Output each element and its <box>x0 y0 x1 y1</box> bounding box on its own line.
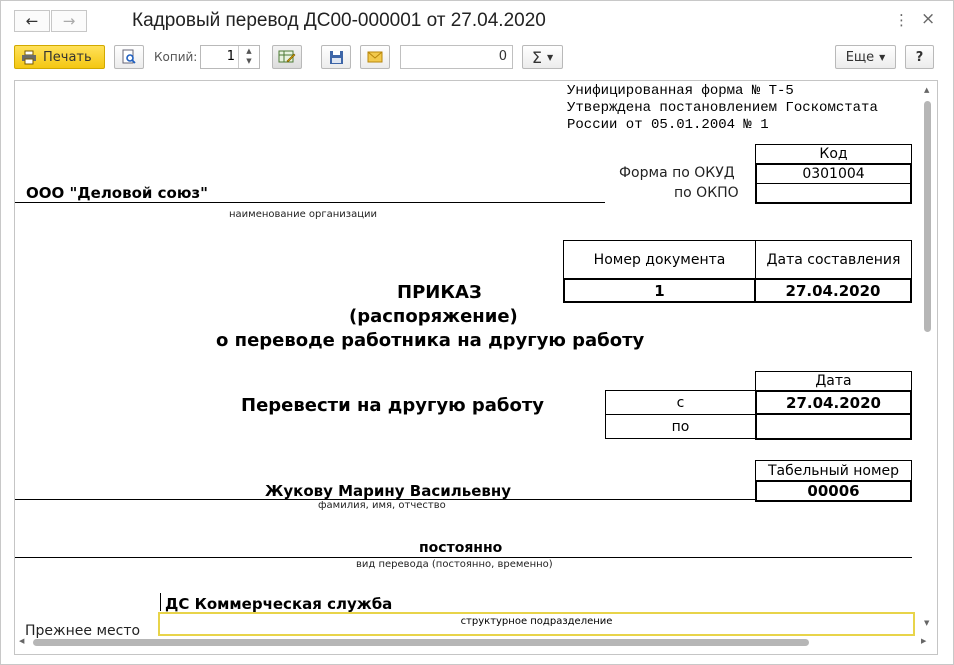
printer-icon <box>21 50 37 65</box>
more-button-label: Еще <box>845 49 875 65</box>
horizontal-scrollbar[interactable] <box>15 635 935 649</box>
doc-date-header: Дата составления <box>755 240 912 279</box>
previous-place-label: Прежнее место <box>25 623 141 639</box>
scroll-up-icon[interactable]: ▲ <box>924 86 930 94</box>
department-name: ДС Коммерческая служба <box>165 595 393 613</box>
scroll-right-icon[interactable]: ▶ <box>921 637 927 645</box>
period-header: Дата <box>755 371 912 391</box>
print-button-label: Печать <box>43 49 92 65</box>
vertical-scroll-thumb[interactable] <box>924 101 931 332</box>
sum-mode-dropdown[interactable] <box>522 45 563 69</box>
transfer-type-caption: вид перевода (постоянно, временно) <box>356 559 553 570</box>
organization-caption: наименование организации <box>229 209 378 220</box>
sum-value: 0 <box>498 49 507 64</box>
form-header-line3: России от 05.01.2004 № 1 <box>567 117 769 133</box>
edit-mode-button[interactable] <box>272 45 302 69</box>
department-left-border <box>160 593 161 611</box>
chevron-down-icon: ▼ <box>546 52 554 62</box>
spin-down-icon[interactable]: ▼ <box>246 57 252 65</box>
department-caption-cell[interactable] <box>158 612 915 636</box>
period-from-value: 27.04.2020 <box>755 390 912 415</box>
transfer-type: постоянно <box>419 540 503 556</box>
organization-underline <box>15 202 605 203</box>
copies-label: Копий: <box>154 50 198 64</box>
period-from-label: с <box>605 390 756 415</box>
okpo-value <box>755 183 912 204</box>
chevron-down-icon: ▼ <box>879 52 886 62</box>
arrow-left-icon: ← <box>25 12 39 30</box>
period-to-value <box>755 414 912 440</box>
order-subtitle: (распоряжение) <box>349 306 518 327</box>
okud-value: 0301004 <box>755 163 912 184</box>
table-edit-icon <box>278 49 296 65</box>
preview-button[interactable] <box>114 45 144 69</box>
transfer-heading: Перевести на другую работу <box>241 395 544 416</box>
employee-name: Жукову Марину Васильевну <box>265 482 512 500</box>
sigma-icon: Σ <box>531 47 542 67</box>
vertical-scrollbar[interactable] <box>921 81 935 641</box>
codes-header: Код <box>755 144 912 164</box>
form-header-line1: Унифицированная форма № Т-5 <box>567 83 794 99</box>
scroll-left-icon[interactable]: ◀ <box>19 637 25 645</box>
period-to-label: по <box>605 414 756 439</box>
order-title: ПРИКАЗ <box>397 282 482 303</box>
back-button[interactable] <box>14 10 50 32</box>
spin-up-icon[interactable]: ▲ <box>246 47 252 55</box>
form-header-line2: Утверждена постановлением Госкомстата <box>567 100 878 116</box>
print-button[interactable] <box>14 45 105 69</box>
copies-spinner[interactable] <box>238 46 259 68</box>
arrow-right-icon: → <box>62 12 76 30</box>
okud-label: Форма по ОКУД <box>619 165 735 181</box>
help-button[interactable]: ? <box>905 45 934 69</box>
doc-number-header: Номер документа <box>563 240 756 279</box>
department-caption: структурное подразделение <box>460 616 613 627</box>
window-title: Кадровый перевод ДС00-000001 от 27.04.2020 <box>132 10 546 31</box>
floppy-disk-icon <box>329 50 344 65</box>
sum-field[interactable] <box>400 45 513 69</box>
envelope-icon <box>367 51 383 63</box>
tab-number: 00006 <box>755 480 912 502</box>
order-description: о переводе работника на другую работу <box>216 330 645 351</box>
page-preview-icon <box>121 49 137 65</box>
doc-number: 1 <box>563 278 756 303</box>
send-email-button[interactable] <box>360 45 390 69</box>
copies-field[interactable] <box>200 45 260 69</box>
doc-date: 27.04.2020 <box>754 278 912 303</box>
tab-number-header: Табельный номер <box>755 460 912 481</box>
scroll-down-icon[interactable]: ▼ <box>924 619 930 627</box>
save-button[interactable] <box>321 45 351 69</box>
forward-button[interactable] <box>51 10 87 32</box>
horizontal-scroll-thumb[interactable] <box>33 639 809 646</box>
close-icon[interactable]: × <box>921 9 936 29</box>
more-button[interactable] <box>835 45 896 69</box>
copies-value: 1 <box>226 49 235 64</box>
more-menu-icon[interactable]: ⋮ <box>894 11 909 29</box>
spreadsheet-document[interactable] <box>14 80 938 655</box>
employee-name-caption: фамилия, имя, отчество <box>318 500 446 511</box>
transfer-type-underline <box>15 557 912 558</box>
okpo-label: по ОКПО <box>674 185 739 201</box>
organization-name: ООО "Деловой союз" <box>26 184 208 202</box>
